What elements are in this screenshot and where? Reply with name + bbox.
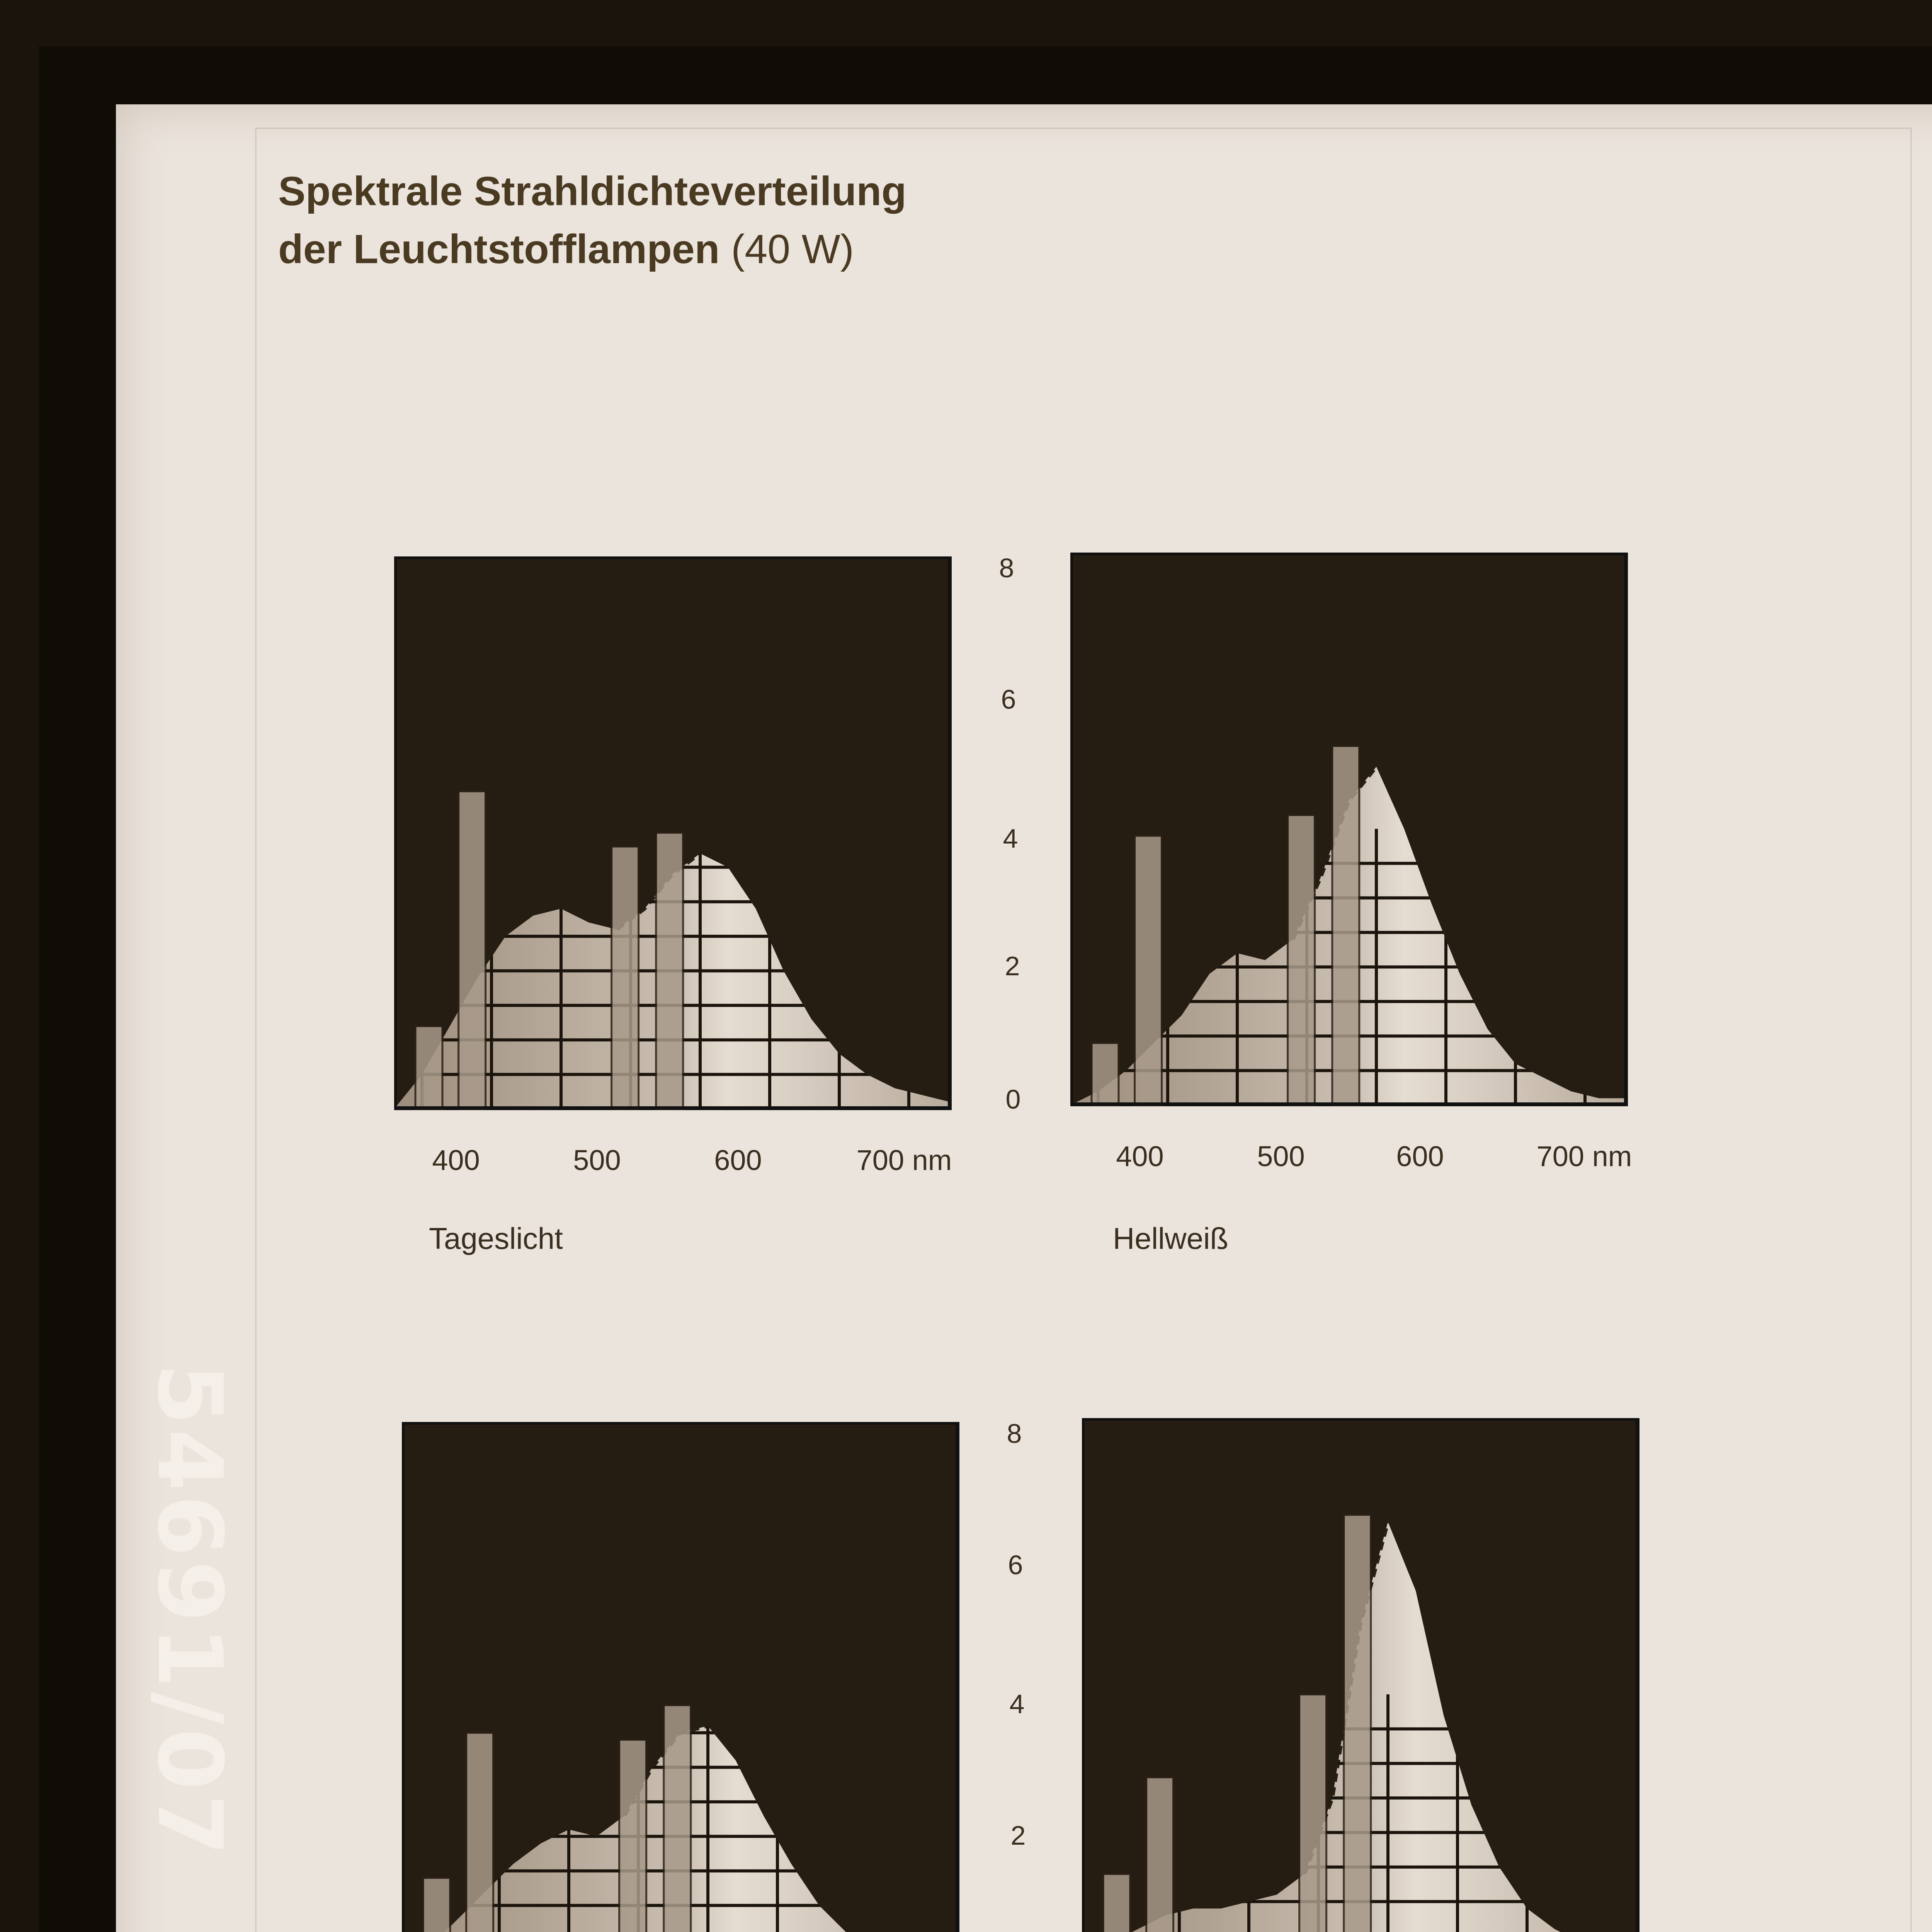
emission-bar-front-2 <box>1299 1694 1327 1932</box>
chart-tageslicht-plot <box>394 556 958 1117</box>
y-tick-6: 6 <box>1008 1550 1023 1580</box>
chart-label-tageslicht: Tageslicht <box>429 1221 563 1255</box>
handwritten-number <box>139 1148 240 1932</box>
y-tick-8: 8 <box>1007 1418 1022 1449</box>
emission-bar-front-1 <box>466 1733 493 1932</box>
emission-bar-front-3 <box>656 833 683 1109</box>
x-tick-600: 600 <box>714 1144 762 1176</box>
emission-bar-front-0 <box>415 1026 442 1109</box>
x-tick-600: 600 <box>1396 1140 1444 1172</box>
x-tick-700nm: 700 nm <box>856 1144 952 1176</box>
emission-bar-front-0 <box>423 1878 450 1932</box>
chart-universal-plot <box>402 1422 966 1932</box>
document-page <box>116 104 1932 1932</box>
page-title <box>278 162 906 278</box>
y-tick-6: 6 <box>1001 684 1016 714</box>
x-tick-400: 400 <box>1116 1140 1164 1172</box>
chart-label-hellweiss: Hellweiß <box>1113 1221 1229 1255</box>
y-tick-2: 2 <box>1005 951 1020 981</box>
x-tick-400: 400 <box>432 1144 480 1176</box>
emission-bar-front-2 <box>619 1740 646 1932</box>
title-line-2 <box>278 220 906 278</box>
y-tick-2: 2 <box>1010 1820 1026 1850</box>
handwritten-number-text: 54691/07 <box>138 1363 241 1860</box>
title-line-1: Spektrale Strahldichteverteilung <box>278 168 906 214</box>
emission-bar-front-2 <box>612 847 639 1109</box>
x-tick-500: 500 <box>573 1144 621 1176</box>
chart-warmton-plot <box>1082 1418 1646 1932</box>
emission-bar-front-3 <box>664 1705 691 1932</box>
y-tick-8: 8 <box>999 553 1014 583</box>
title-line-2-bold: der Leuchtstofflampen <box>278 226 720 272</box>
emission-bar-front-2 <box>1288 815 1315 1105</box>
emission-bar-front-3 <box>1332 746 1359 1105</box>
y-tick-4: 4 <box>1009 1689 1025 1719</box>
x-tick-700nm: 700 nm <box>1536 1140 1632 1172</box>
emission-bar-front-1 <box>1146 1777 1173 1932</box>
x-tick-500: 500 <box>1257 1140 1305 1172</box>
emission-bar-front-3 <box>1344 1515 1371 1932</box>
y-tick-4: 4 <box>1003 823 1018 854</box>
emission-bar-front-1 <box>459 791 486 1109</box>
chart-warmton <box>1082 1418 1646 1932</box>
chart-universal <box>402 1422 966 1932</box>
title-line-2-power: (40 W) <box>719 226 854 272</box>
chart-tageslicht <box>394 556 958 1310</box>
emission-bar-front-1 <box>1135 836 1162 1105</box>
emission-bar-front-0 <box>1092 1043 1119 1105</box>
chart-hellweiss-plot <box>1070 553 1634 1113</box>
y-tick-0: 0 <box>1005 1084 1021 1114</box>
emission-bar-front-0 <box>1103 1874 1130 1932</box>
chart-hellweiss <box>1070 553 1634 1306</box>
